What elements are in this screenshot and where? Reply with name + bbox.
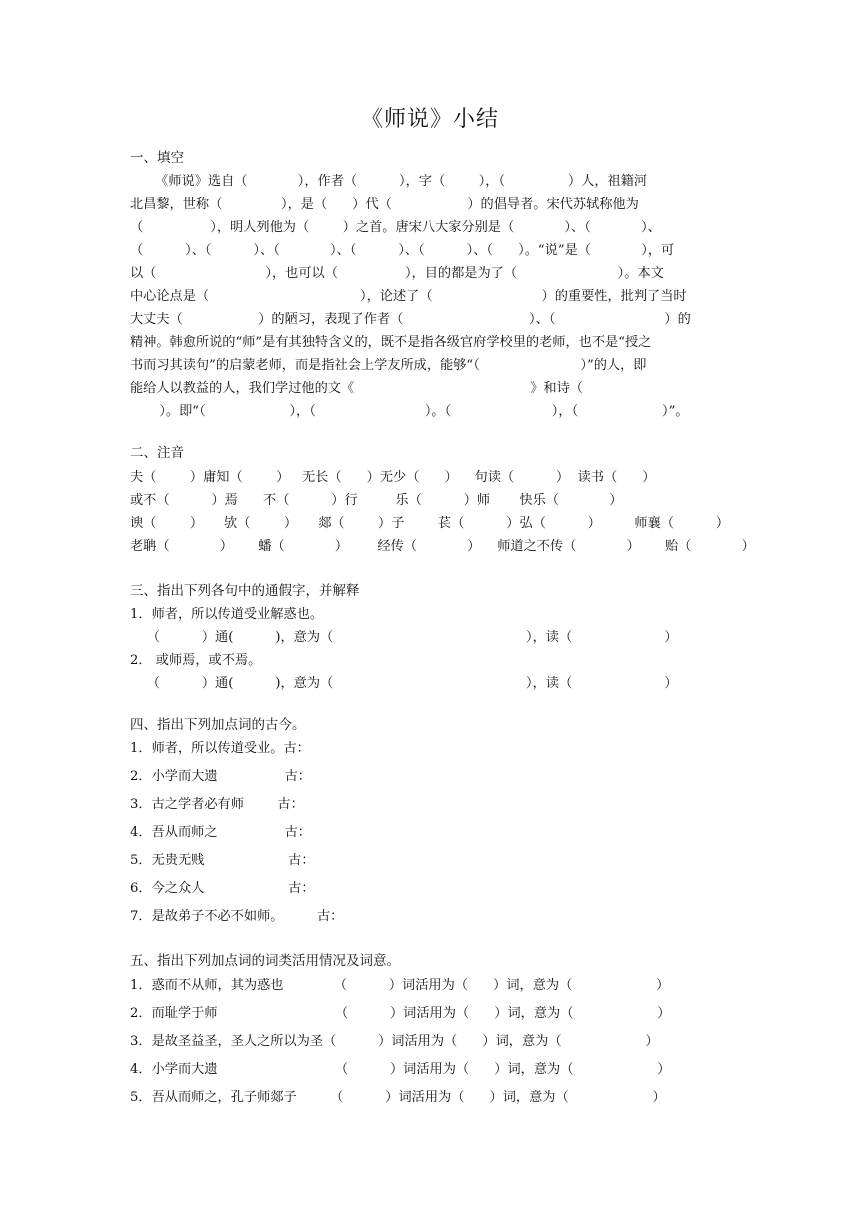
- question-line: 5．无贵无贱 古：: [130, 853, 315, 868]
- question-line: 1．惑而不从师，其为惑也 （ ）词活用为（ ）词，意为（ ）: [130, 978, 670, 993]
- fill-line: 《师说》选自（ ），作者（ ），字（ ），（ ）人，祖籍河: [130, 174, 648, 189]
- section-3-heading: 三、指出下列各句中的通假字，并解释: [130, 583, 360, 599]
- fill-line: 大丈夫（ ）的陋习，表现了作者（ ）、（ ）的: [130, 312, 691, 327]
- fill-line: （ ），明人列他为（ ）之首。唐宋八大家分别是（ ）、（ ）、: [130, 220, 661, 235]
- question-line: 3．古之学者必有师 古：: [130, 797, 304, 812]
- question-line: 4．吾从而师之 古：: [130, 825, 311, 840]
- fill-line: 中心论点是（ ），论述了（ ）的重要性，批判了当时: [130, 289, 687, 304]
- fill-line: 精神。韩愈所说的“师”是有其独特含义的，既不是指各级官府学校里的老师，也不是“授之: [130, 335, 652, 350]
- section-4-heading: 四、指出下列加点词的古今。: [130, 717, 306, 733]
- fill-line: 北昌黎，世称（ ），是（ ）代（ ）的倡导者。宋代苏轼称他为: [130, 197, 639, 212]
- pinyin-line: 谀（ ） 欤（ ） 郯（ ）子 苌（ ）弘（ ） 师襄（ ）: [130, 516, 730, 531]
- question-line: 2．小学而大遗 古：: [130, 769, 311, 784]
- section-5-heading: 五、指出下列加点词的词类活用情况及词意。: [130, 953, 400, 969]
- fill-line: 以（ ），也可以（ ），目的都是为了（ ）。本文: [130, 266, 664, 281]
- question-line: 5．吾从而师之，孔子师郯子 （ ）词活用为（ ）词，意为（ ）: [130, 1090, 666, 1105]
- pinyin-line: 夫（ ）庸知（ ） 无长（ ）无少（ ） 句读（ ） 读书（ ）: [130, 470, 656, 485]
- question-line: 4．小学而大遗 （ ）词活用为（ ）词，意为（ ）: [130, 1062, 671, 1077]
- pinyin-line: 或不（ ）焉 不（ ）行 乐（ ）师 快乐（ ）: [130, 493, 623, 508]
- question-line: 1．师者，所以传道受业解惑也。: [130, 607, 324, 622]
- answer-line: （ ）通( )，意为（ ），读（ ）: [130, 630, 678, 645]
- pinyin-line: 老聃（ ） 蟠（ ） 经传（ ） 师道之不传（ ） 贻（ ）: [130, 539, 755, 554]
- answer-line: （ ）通( )，意为（ ），读（ ）: [130, 676, 678, 691]
- fill-line: 能给人以教益的人，我们学过他的文《 》和诗（: [130, 381, 583, 396]
- page-title: 《师说》小结: [360, 107, 499, 132]
- question-line: 2．而耻学于师 （ ）词活用为（ ）词，意为（ ）: [130, 1006, 671, 1021]
- section-1-heading: 一、填空: [130, 150, 184, 166]
- question-line: 2． 或师焉，或不焉。: [130, 653, 262, 668]
- fill-line: 书而习其读句”的启蒙老师，而是指社会上学友所成，能够“（ ）”的人，即: [130, 358, 647, 373]
- question-line: 7．是故弟子不必不如师。 古：: [130, 909, 344, 924]
- question-line: 3．是故圣益圣，圣人之所以为圣（ ）词活用为（ ）词，意为（ ）: [130, 1034, 659, 1049]
- section-2-heading: 二、注音: [130, 445, 184, 461]
- fill-line: ）。即“（ ），（ ）。（ ），（ ）”。: [130, 404, 689, 419]
- question-line: 6．今之众人 古：: [130, 881, 315, 896]
- question-line: 1．师者，所以传道受业。古：: [130, 741, 310, 756]
- fill-line: （ ）、（ ）、（ ）、（ ）、（ ）、（ ）。“说”是（ ），可: [130, 243, 675, 258]
